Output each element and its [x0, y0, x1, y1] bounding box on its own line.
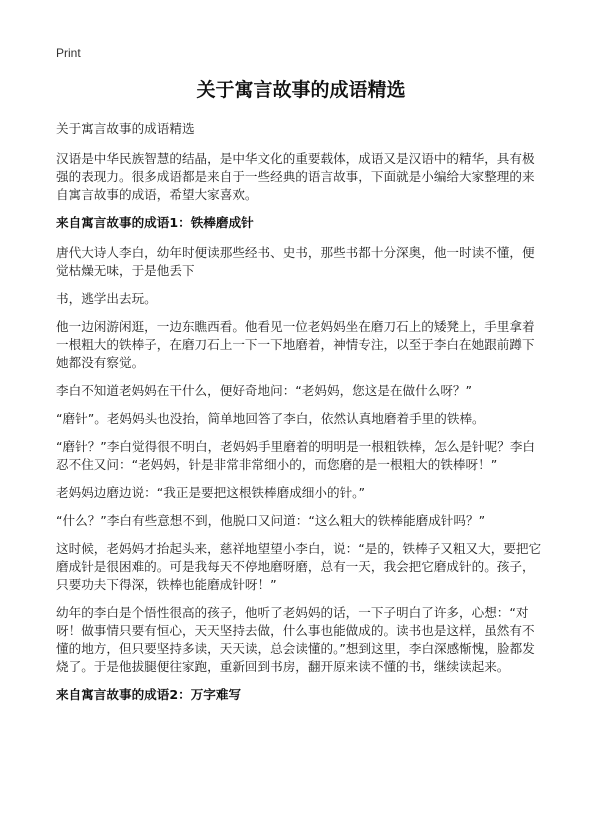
- section-heading-2: 来自寓言故事的成语2：万字难写: [56, 687, 242, 702]
- story-paragraph: 他一边闲游闲逛，一边东瞧西看。他看见一位老妈妈坐在磨刀石上的矮凳上，手里拿着一根粗大的铁棒子，在磨刀石上一下一下地磨着，神情专注，以至于李白在她跟前蹲下她都没有察觉。: [56, 319, 535, 370]
- intro-paragraph: 汉语是中华民族智慧的结晶，是中华文化的重要载体，成语又是汉语中的精华，具有极强的表现力。很多成语都是来自于一些经典的语言故事，下面就是小编给大家整理的来自寓言故事的成语，希望大家喜欢。: [56, 151, 535, 202]
- story-paragraph: “磨针”。老妈妈头也没抬，简单地回答了李白，依然认真地磨着手里的铁棒。: [56, 411, 485, 426]
- story-paragraph: “什么？”李白有些意想不到，他脱口又问道：“这么粗大的铁棒能磨成针吗？”: [56, 513, 486, 528]
- print-link[interactable]: Print: [56, 46, 81, 60]
- section-heading-1: 来自寓言故事的成语1：铁棒磨成针: [56, 215, 254, 230]
- story-paragraph: 老妈妈边磨边说：“我正是要把这根铁棒磨成细小的针。”: [56, 485, 365, 500]
- story-paragraph: 唐代大诗人李白，幼年时便读那些经书、史书，那些书都十分深奥，他一时读不懂，便觉枯燥无味，于是他丢下: [56, 245, 535, 278]
- story-paragraph: 书，逃学出去玩。: [56, 291, 157, 306]
- page-title: 关于寓言故事的成语精选: [196, 79, 406, 101]
- story-paragraph: 这时候，老妈妈才抬起头来，慈祥地望望小李白，说：“是的，铁棒子又粗又大，要把它磨成针是很困难的。可是我每天不停地磨呀磨，总有一天，我会把它磨成针的。孩子，只要功夫下得深，铁棒也能磨成针呀！”: [56, 541, 542, 592]
- story-paragraph: “磨针？”李白觉得很不明白，老妈妈手里磨着的明明是一根粗铁棒，怎么是针呢？李白忍不住又问：“老妈妈，针是非常非常细小的，而您磨的是一根粗大的铁棒呀！”: [56, 439, 536, 472]
- story-paragraph: 李白不知道老妈妈在干什么，便好奇地问：“老妈妈，您这是在做什么呀？”: [56, 383, 473, 398]
- article-subtitle: 关于寓言故事的成语精选: [56, 121, 195, 136]
- story-paragraph: 幼年的李白是个悟性很高的孩子，他听了老妈妈的话，一下子明白了许多，心想：“对呀！做事情只要有恒心，天天坚持去做，什么事也能做成的。读书也是这样，虽然有不懂的地方，但只要坚持多读，天天读，总会读懂的。”想到这里，李白深感惭愧，脸都发烧了。于是他拔腿便往家跑，重新回到书房，翻开原来读不懂的书，继续读起来。: [56, 605, 535, 674]
